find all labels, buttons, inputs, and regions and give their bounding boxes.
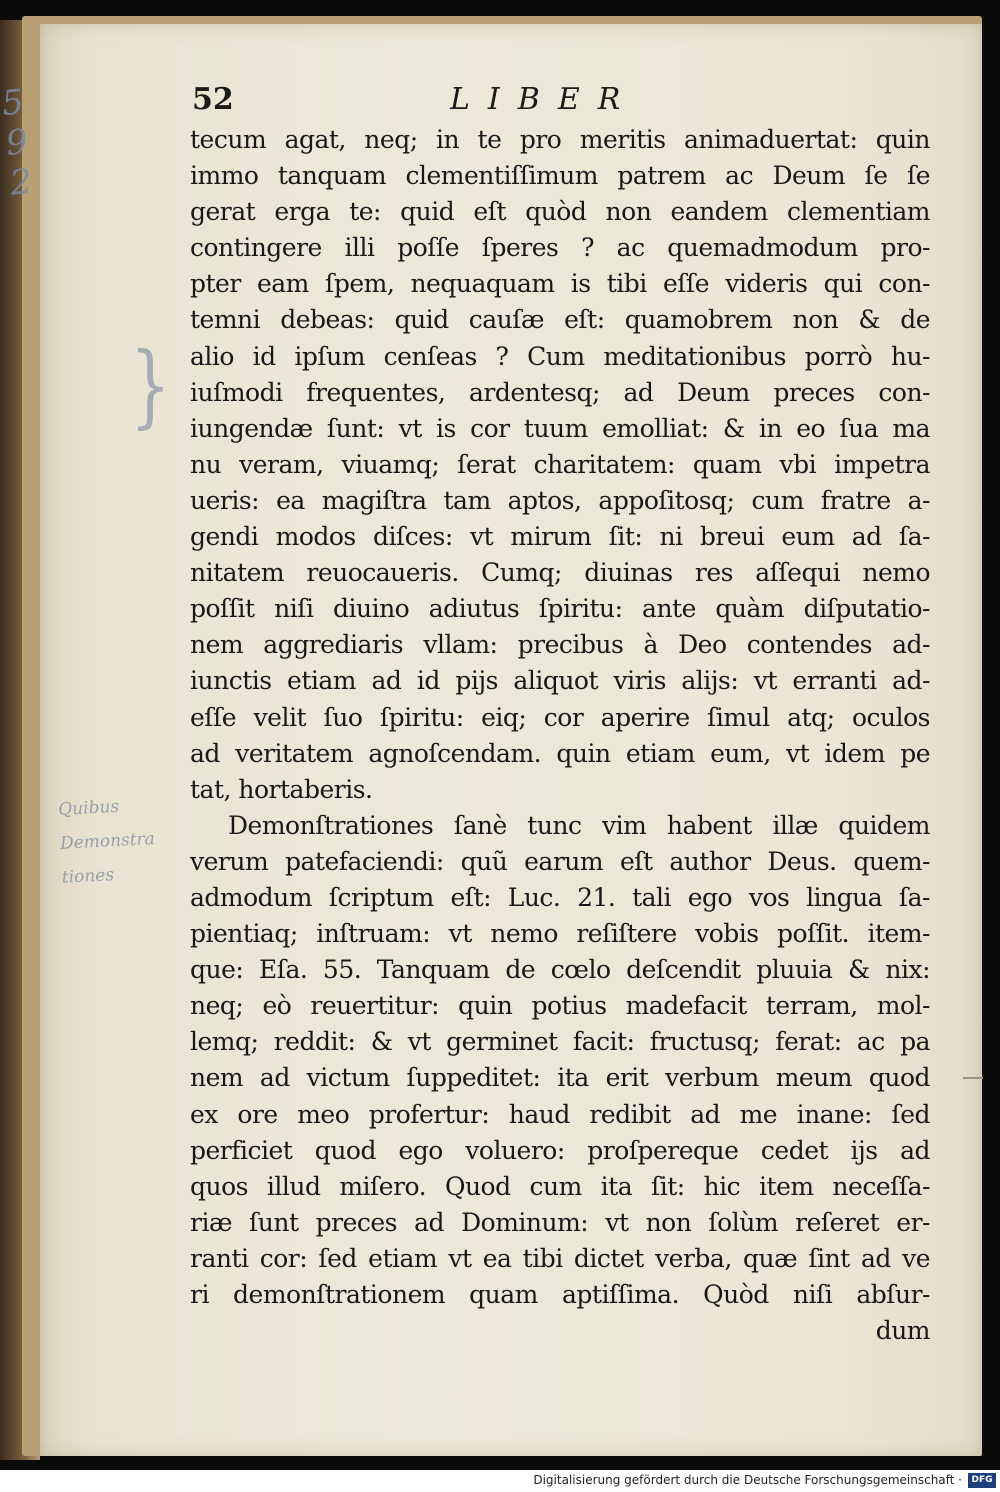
text-line: admodum ſcriptum eſt: Luc. 21. tali ego vos lingua ſa-	[190, 882, 930, 912]
text-line: nitatem reuocaueris. Cumq; diuinas res aſſequi nemo	[190, 558, 930, 588]
text-line: verum patefaciendi: quũ earum eſt author Deus. quem-	[190, 846, 930, 876]
text-line: poſſit niſi diuino adiutus ſpiritu: ante quàm diſputatio-	[190, 594, 930, 624]
text-line: ex ore meo profertur: haud redibit ad me inane: ſed	[190, 1099, 930, 1129]
text-line: temni debeas: quid cauſæ eſt: quamobrem non & de	[190, 305, 930, 335]
text-line-paragraph-start: Demonſtrationes ſanè tunc vim habent illæ quidem	[228, 810, 930, 840]
text-line: iunctis etiam ad id pijs aliquot viris alijs: vt erranti ad-	[190, 666, 930, 696]
funding-credit: Digitalisierung gefördert durch die Deutsche Forschungsgemeinschaft ·	[533, 1473, 962, 1487]
text-line: riæ ſunt preces ad Dominum: vt non ſolùm reſeret er-	[190, 1207, 930, 1237]
text-line: eſſe velit ſuo ſpiritu: eiq; cor aperire ſimul atq; oculos	[190, 702, 930, 732]
dfg-logo: DFG	[968, 1473, 996, 1488]
footer-bar	[0, 1470, 1000, 1492]
text-line: ri demonſtrationem quam aptiſſima. Quòd niſi abſur-	[190, 1280, 930, 1309]
text-line: immo tanquam clementiſſimum patrem ac Deum ſe ſe	[190, 161, 930, 191]
text-line: tecum agat, neq; in te pro meritis animaduertat: quin	[190, 125, 930, 154]
margin-tick-mark	[963, 1077, 983, 1079]
catchword: dum	[875, 1316, 930, 1346]
text-line: pientiaq; inſtruam: vt nemo reſiſtere vobis poſſit. item-	[190, 919, 930, 949]
text-line: neq; eò reuertitur: quin potius madefacit terram, mol-	[190, 991, 930, 1021]
text-line: que: Eſa. 55. Tanquam de cœlo deſcendit pluuia & nix:	[190, 955, 930, 985]
margin-bracket-mark: }	[130, 335, 171, 439]
text-line: alio id ipſum cenſeas ? Cum meditationibus porrò hu-	[190, 341, 930, 371]
text-line: perficiet quod ego voluero: proſpereque cedet ijs ad	[190, 1135, 930, 1165]
text-line: nem aggrediaris vllam: precibus à Deo contendes ad-	[190, 630, 930, 660]
text-line: tat, hortaberis.	[190, 774, 373, 804]
text-line: ranti cor: ſed etiam vt ea tibi dictet verba, quæ ſint ad ve	[190, 1243, 930, 1273]
text-line: nu veram, viuamq; ſerat charitatem: quam vbi impetra	[190, 449, 930, 479]
margin-note-top: 5 9 2	[0, 82, 34, 204]
text-line: iungendæ ſunt: vt is cor tuum emolliat: & in eo ſua ma	[190, 413, 930, 443]
text-line: iuſmodi frequentes, ardentesq; ad Deum preces con-	[190, 377, 930, 407]
text-line: gendi modos diſces: vt mirum ſit: ni breui eum ad ſa-	[190, 522, 930, 552]
margin-note-side: Quibus Demonstra tiones	[57, 796, 156, 888]
body-text	[190, 122, 930, 1349]
page-number: 52	[192, 82, 234, 117]
text-line: contingere illi poſſe ſperes ? ac quemadmodum pro-	[190, 233, 930, 263]
text-line: pter eam ſpem, nequaquam is tibi eſſe videris qui con-	[190, 269, 930, 299]
running-head: LIBER	[450, 82, 639, 117]
text-line: ueris: ea magiſtra tam aptos, appoſitosq; cum fratre a-	[190, 485, 930, 515]
text-line: quos illud miſero. Quod cum ita ſit: hic item neceſſa-	[190, 1171, 930, 1201]
page-header	[192, 82, 922, 122]
text-line: nem ad victum ſuppeditet: ita erit verbum meum quod	[190, 1063, 930, 1093]
text-line: gerat erga te: quid eſt quòd non eandem clementiam	[190, 197, 930, 227]
text-line: ad veritatem agnoſcendam. quin etiam eum, vt idem pe	[190, 738, 930, 768]
text-line: lemq; reddit: & vt germinet facit: fructusq; ferat: ac pa	[190, 1027, 930, 1057]
